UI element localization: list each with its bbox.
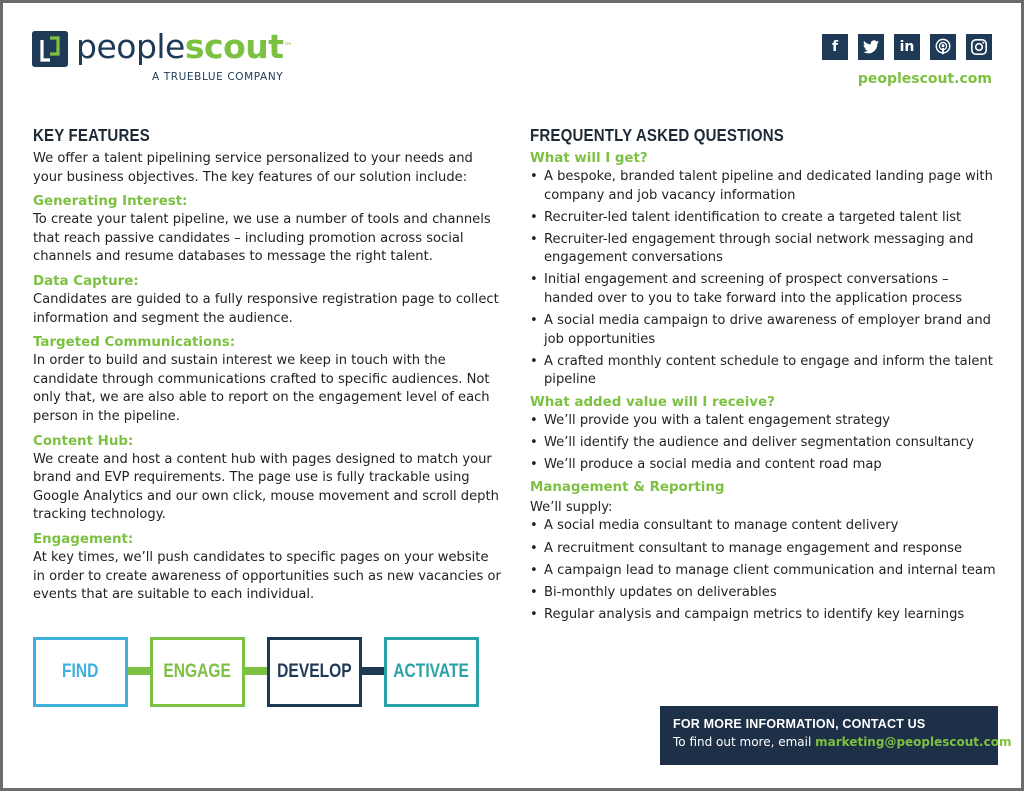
faq-intro: We’ll supply:: [530, 499, 613, 515]
list-item: • Regular analysis and campaign metrics to identify key learnings: [530, 606, 1002, 625]
list-item: • A campaign lead to manage client communication and internal team: [530, 562, 1002, 581]
contact-text: To find out more, email marketing@peoplescout.com.: [673, 735, 1016, 749]
podcast-icon[interactable]: [930, 34, 956, 60]
faq-question: What will I get?: [530, 151, 648, 166]
logo-mark-icon: [32, 31, 68, 67]
flow-step-activate: ACTIVATE: [384, 637, 479, 707]
flow-step-engage: ENGAGE: [150, 637, 245, 707]
list-item: • We’ll identify the audience and deliver segmentation consultancy: [530, 434, 1002, 453]
list-item: • A social media campaign to drive awareness of employer brand and job opportunities: [530, 312, 1002, 349]
feature-heading: Generating Interest:: [33, 194, 188, 210]
list-item: • We’ll provide you with a talent engagement strategy: [530, 412, 1002, 431]
email-link[interactable]: marketing@peoplescout.com: [815, 735, 1012, 749]
faq-question: Management & Reporting: [530, 479, 725, 495]
social-links: [822, 34, 992, 60]
list-item: • We’ll produce a social media and content road map: [530, 456, 1002, 475]
peoplescout-logo[interactable]: [32, 27, 312, 87]
flow-connector: [362, 667, 386, 675]
list-item: • Recruiter-led talent identification to create a targeted talent list: [530, 209, 1002, 228]
faq-section: [530, 125, 1002, 628]
feature-text: We create and host a content hub with pages designed to match your brand and EVP requirements. The page use is fully trackable using Google Analytics and our own click, mouse movement and scroll depth tracking technology.: [33, 451, 499, 523]
process-flow: [33, 637, 479, 707]
feature-text: At key times, we’ll push candidates to specific pages on your website in order to create awareness of opportunities such as new vacancies or events that are suitable to each individual.: [33, 549, 501, 603]
flow-connector: [128, 667, 152, 675]
flow-step-find: FIND: [33, 637, 128, 707]
flow-connector: [245, 667, 269, 675]
logo-tagline: A TRUEBLUE COMPANY: [152, 71, 284, 83]
list-item: • A social media consultant to manage content delivery: [530, 517, 1002, 536]
contact-box: [660, 706, 1016, 765]
twitter-icon[interactable]: [858, 34, 884, 60]
feature-text: Candidates are guided to a fully responsive registration page to collect information and segment the audience.: [33, 291, 499, 326]
feature-heading: Content Hub:: [33, 433, 134, 449]
flow-step-develop: DEVELOP: [267, 637, 362, 707]
facebook-icon[interactable]: f: [822, 34, 848, 60]
key-features-title: KEY FEATURES: [33, 125, 150, 145]
faq-question: What added value will I receive?: [530, 395, 775, 411]
instagram-icon[interactable]: [966, 34, 992, 60]
logo-wordmark: peoplescout™: [76, 27, 293, 66]
feature-heading: Engagement:: [33, 531, 134, 547]
faq-list: [530, 517, 1002, 624]
faq-title: FREQUENTLY ASKED QUESTIONS: [530, 125, 784, 145]
key-features-intro: We offer a talent pipelining service personalized to your needs and your business objectives. The key features of our solution include:: [33, 151, 473, 185]
feature-text: In order to build and sustain interest we keep in touch with the candidate through communications crafted to specific audiences. Not only that, we are also able to report on the engagement level of each person in the pipeline.: [33, 353, 490, 424]
key-features-section: [33, 125, 503, 605]
list-item: • Recruiter-led engagement through social network messaging and engagement conversations: [530, 231, 1002, 268]
list-item: • Initial engagement and screening of prospect conversations – handed over to you to take forward into the application process: [530, 271, 1002, 308]
website-link[interactable]: peoplescout.com: [857, 71, 992, 87]
feature-heading: Data Capture:: [33, 273, 139, 289]
list-item: • A recruitment consultant to manage engagement and response: [530, 540, 1002, 559]
list-item: • Bi-monthly updates on deliverables: [530, 584, 1002, 603]
faq-list: [530, 412, 1002, 475]
list-item: • A crafted monthly content schedule to engage and inform the talent pipeline: [530, 353, 1002, 390]
feature-text: To create your talent pipeline, we use a number of tools and channels that reach passive candidates – including promotion across social channels and resume databases to message the right talent.: [33, 212, 491, 265]
contact-title: FOR MORE INFORMATION, CONTACT US: [673, 717, 926, 731]
faq-list: [530, 168, 1002, 390]
list-item: • A bespoke, branded talent pipeline and dedicated landing page with company and job vacancy information: [530, 168, 1002, 205]
feature-heading: Targeted Communications:: [33, 335, 236, 351]
linkedin-icon[interactable]: in: [894, 34, 920, 60]
